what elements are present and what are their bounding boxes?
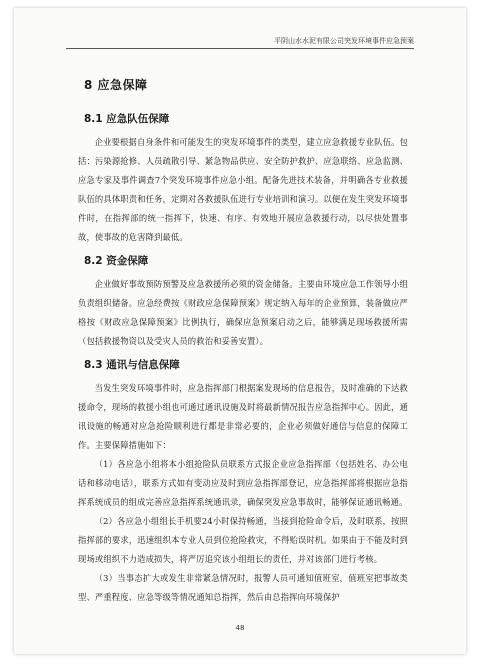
section-paragraph: 企业要根据自身条件和可能发生的突发环境事件的类型，建立应急救援专业队伍。包括：污染源抢修、人员疏散引导、紧急物品供应、安全防护救护、应急联络、应急监测、应急专家及事件调查7个突发环境事件应急小组。配备先进技术装备，并明确各专业救援队伍的具体职责和任务，定期对各救援队伍进行专业培训和演习。以便在发生突发环境事件时，在指挥部的统一指挥下，快速、有序、有效地开展应急救援行动，以尽快处置事故，使事故的危害降到最低。	[78, 137, 408, 242]
section-title: 8.1 应急队伍保障	[84, 113, 170, 125]
list-item: （2）各应急小组组长手机要24小时保持畅通，当接到抢险命令后，及时联系，按照指挥部的要求，迅速组织本专业人员到位抢险救灾，不得贻误时机。如果由于不能及时到现场或组织不力造成损失，将严厉追究该小组组长的责任，并对该部门进行考核。	[78, 516, 408, 564]
section-paragraph: 当发生突发环境事件时，应急指挥部门根据案发现场的信息报告，及时准确的下达救援命令，现场的救援小组也可通过通讯设施及时将最新情况报告应急指挥中心。因此，通讯设施的畅通对应急抢险顺利进行都是非常必要的，企业必须做好通信与信息的保障工作。主要保障措施如下：	[78, 383, 408, 450]
chapter-title: 8 应急保障	[84, 78, 148, 92]
page-number: 48	[235, 624, 245, 632]
section-paragraph: 企业做好事故预防预警及应急救援所必须的资金储备。主要由环境应急工作领导小组负责组织储备。应急经费按《财政应急保障预案》规定纳入每年的企业预算，装备做应严格按《财政应急保障预案》比例执行，确保应急预案启动之后，能够满足现场救援所需（包括救援物资以及受灾人员的救治和妥善安置）。	[78, 279, 408, 346]
list-item: （3）当事态扩大或发生非常紧急情况时，报警人员可通知值班室，值班室把事故类型、严重程度、应急等级等情况通知总指挥，然后由总指挥向环境保护	[78, 573, 408, 602]
section-title: 8.3 通讯与信息保障	[84, 359, 180, 371]
list-item: （1）各应急小组将本小组抢险队员联系方式报企业应急指挥部（包括姓名、办公电话和移动电话），联系方式如有变动应及时到应急指挥部登记，应急指挥部将根据应急指挥系统成员的组成完善应急指挥系统通讯录，确保突发应急事故时，能够保证通讯畅通。	[78, 459, 408, 507]
section-title: 8.2 资金保障	[84, 255, 149, 267]
document-page	[14, 8, 466, 654]
running-header: 平阴山水水泥有限公司突发环境事件应急预案	[66, 36, 414, 49]
page-content	[78, 76, 408, 607]
